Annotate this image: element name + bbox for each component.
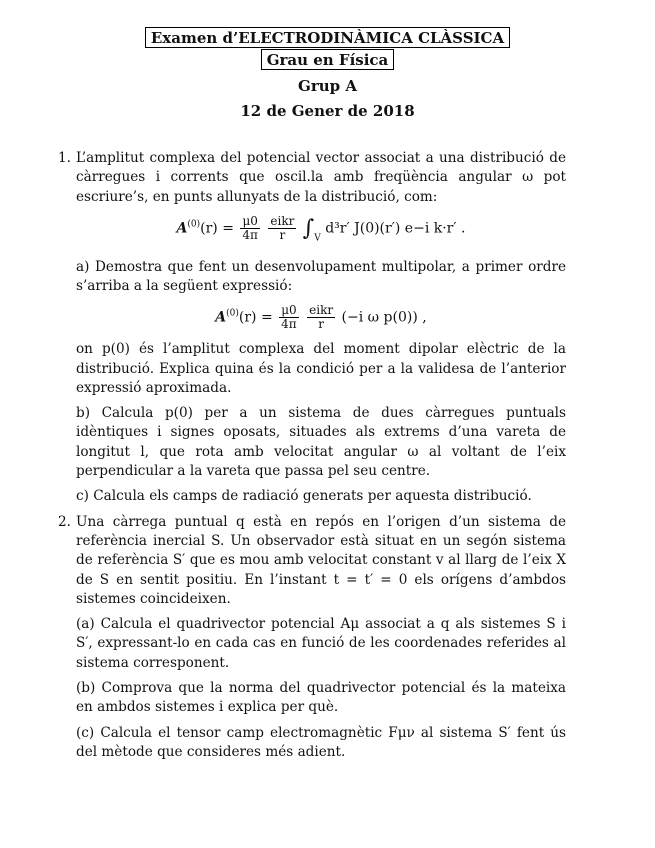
equation-1: $A^{(0)}(r)$ = $\frac{\mu 0}{4\pi}$ $\frac{\text{eikr}}{r}$ $\int_V$ d³r′ J(0)(r′) e−i k·r′ . — [176, 213, 466, 244]
eq1-frac1-den: 4π — [242, 227, 258, 242]
question-2-intro: Una càrrega puntual q està en repós en l’origen d’un sistema de referència inercial S. Un observador està situat en un segón sistema de referència S′ que es mou amb velocitat constant v al llarg de l’eix X de S en sentit positiu. En l’instant t = t′ = 0 els orígens d’ambdos sistemes coincideixen. — [76, 513, 566, 607]
integral-sign: ∫ — [302, 215, 315, 241]
question-1-part-b: b) Calcula p(0) per a un sistema de dues càrregues puntuals idèntiques i signes oposats, situades als extrems d’una vareta de longitut l, que rota amb velocitat angular ω al voltant de l’eix perpendicular a la vareta que passa pel seu centre. — [76, 405, 566, 480]
equation-2: $A^{(0)}(r)$ = $\frac{\mu 0}{4\pi}$ $\frac{\text{eikr}}{r}$ (−i ω p(0)) , — [215, 303, 427, 332]
eq1-frac2-den: r — [279, 227, 286, 242]
eq2-lhs: (r) = — [238, 309, 273, 326]
eq2-frac1-den: 4π — [281, 317, 297, 332]
question-number: 1. — [58, 150, 71, 166]
eq2-frac2-den: r — [318, 317, 324, 332]
exam-content — [58, 149, 566, 768]
eq2-frac2-num: eikr — [309, 303, 334, 318]
eq1-frac1-num: μ0 — [240, 215, 260, 229]
exam-date: 12 de Gener de 2018 — [240, 102, 415, 120]
exam-header — [0, 27, 655, 120]
question-2 — [58, 513, 566, 763]
integral-domain: V — [314, 233, 321, 244]
question-2-part-a: (a) Calcula el quadrivector potencial Aμ associat a q als sistemes S i S′, expressant-lo en cada cas en funció de les coordenades referides al sistema corresponent. — [76, 616, 566, 671]
eq2-frac1-num: μ0 — [279, 304, 299, 318]
question-number: 2. — [58, 513, 71, 530]
eq1-lhs: (r) = — [200, 220, 234, 237]
question-1-part-c: c) Calcula els camps de radiació generats per aquesta distribució. — [76, 488, 532, 505]
eq1-frac-mu — [240, 215, 260, 242]
eq2-rhs: (−i ω p(0)) , — [341, 309, 427, 326]
question-1-part-a-cont: on p(0) és l’amplitut complexa del moment dipolar elèctric de la distribució. Explica quina és la condició per a la validesa de l’anterior expressió aproximada. — [76, 341, 566, 396]
question-1-intro: L’amplitut complexa del potencial vector associat a una distribució de càrregues i corrents que oscil.la amb freqüència angular ω pot escriure’s, en punts allunyats de la distribució, com: — [76, 150, 566, 205]
question-2-part-c: (c) Calcula el tensor camp electromagnètic Fμν al sistema S′ fent ús del mètode que consideres més adient. — [76, 724, 566, 760]
group-label: Grup A — [298, 77, 357, 95]
eq1-frac2-num: eikr — [270, 213, 295, 228]
question-1 — [58, 149, 566, 507]
eq1-frac-exp — [268, 215, 296, 242]
question-1-part-a: a) Demostra que fent un desenvolupament multipolar, a primer ordre s’arriba a la següent expressió: — [76, 258, 566, 294]
question-2-part-b: (b) Comprova que la norma del quadrivector potencial és la mateixa en ambdos sistemes i explica per què. — [76, 680, 566, 716]
eq1-rhs: d³r′ J(0)(r′) e−i k·r′ . — [325, 220, 466, 237]
eq2-frac-exp — [307, 304, 335, 331]
exam-title: Examen d’ELECTRODINÀMICA CLÀSSICA — [145, 27, 510, 48]
course-name: Grau en Física — [261, 49, 395, 70]
eq2-frac-mu — [279, 304, 299, 331]
